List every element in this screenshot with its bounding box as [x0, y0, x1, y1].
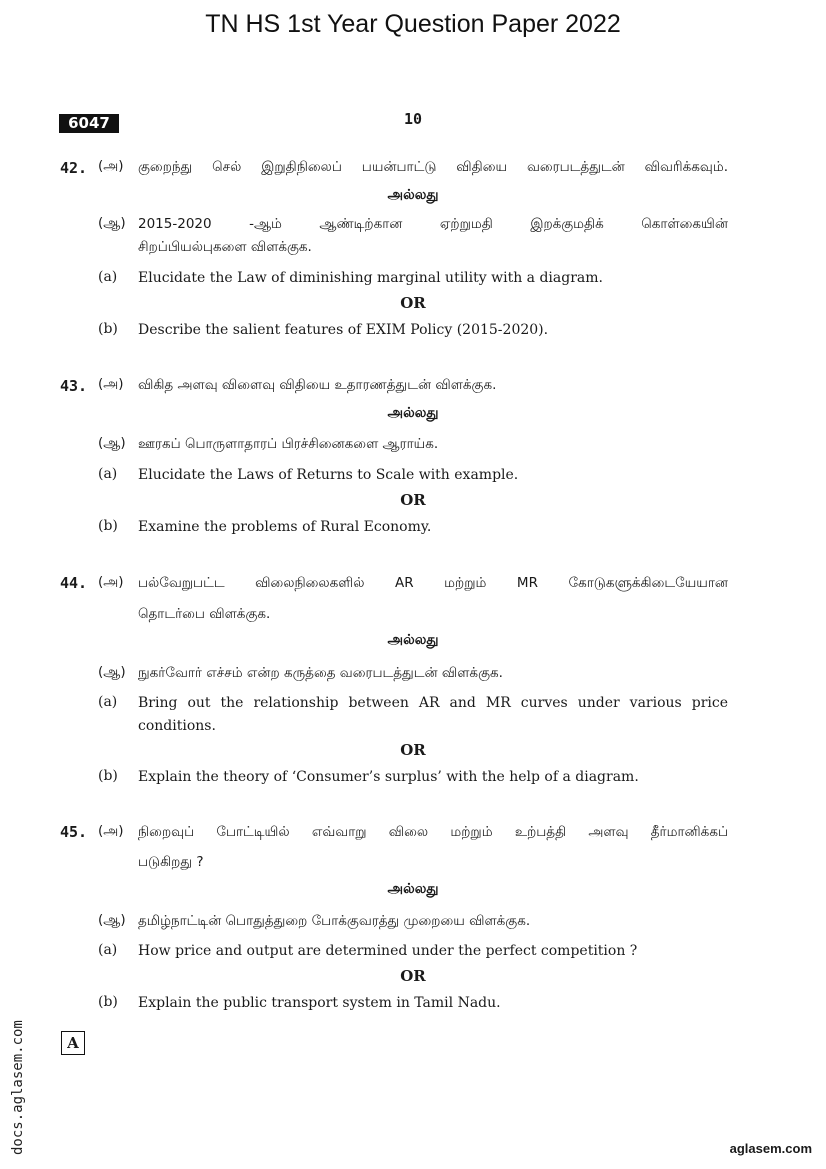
english-option-b: Explain the public transport system in Tamil Nadu.: [138, 995, 501, 1011]
paper-code-badge: 6047: [59, 114, 119, 133]
option-label: (அ): [98, 823, 124, 839]
site-link[interactable]: aglasem.com: [729, 1141, 812, 1156]
option-label: (அ): [98, 574, 124, 590]
tamil-or-separator: அல்லது: [387, 881, 439, 897]
english-or-separator: OR: [400, 741, 426, 759]
tamil-or-separator: அல்லது: [387, 187, 439, 203]
option-label: (b): [98, 518, 118, 534]
tamil-option-b: நுகர்வோர் எச்சம் என்ற கருத்தை வரைபடத்துடன் விளக்குக.: [138, 665, 503, 681]
option-label: (அ): [98, 376, 124, 392]
option-label: (a): [98, 694, 118, 710]
question-number: 44.: [60, 574, 88, 592]
tamil-option-a-line1: நிறைவுப் போட்டியில் எவ்வாறு விலை மற்றும் உற்பத்தி அளவு தீர்மானிக்கப்: [138, 824, 728, 840]
question-number: 42.: [60, 159, 88, 177]
tamil-option-a: விகித அளவு விளைவு விதியை உதாரணத்துடன் விளக்குக.: [138, 377, 497, 393]
option-label: (a): [98, 942, 118, 958]
tamil-or-separator: அல்லது: [387, 405, 439, 421]
english-or-separator: OR: [400, 491, 426, 509]
tamil-option-a: குறைந்து செல் இறுதிநிலைப் பயன்பாட்டு விதியை வரைபடத்துடன் விவரிக்கவும்.: [138, 159, 728, 175]
english-option-b: Describe the salient features of EXIM Policy (2015-2020).: [138, 322, 549, 338]
tamil-option-a-line1: பல்வேறுபட்ட விலைநிலைகளில் AR மற்றும் MR கோடுகளுக்கிடையேயான: [138, 575, 728, 591]
option-label: (ஆ): [98, 215, 126, 231]
question-number: 45.: [60, 823, 88, 841]
page-title: TN HS 1st Year Question Paper 2022: [205, 10, 621, 38]
tamil-option-b: தமிழ்நாட்டின் பொதுத்துறை போக்குவரத்து முறையை விளக்குக.: [138, 913, 531, 929]
english-option-a-line1: Bring out the relationship between AR and MR curves under various price: [138, 695, 728, 711]
option-label: (அ): [98, 158, 124, 174]
tamil-option-b: ஊரகப் பொருளாதாரப் பிரச்சினைகளை ஆராய்க.: [138, 436, 439, 452]
option-label: (b): [98, 768, 118, 784]
page-number: 10: [403, 110, 423, 128]
english-option-b: Examine the problems of Rural Economy.: [138, 519, 432, 535]
english-option-a: Elucidate the Law of diminishing marginal utility with a diagram.: [138, 270, 603, 286]
english-or-separator: OR: [400, 967, 426, 985]
option-label: (a): [98, 269, 118, 285]
english-or-separator: OR: [400, 294, 426, 312]
series-box-label: A: [61, 1031, 85, 1055]
english-option-a: Elucidate the Laws of Returns to Scale with example.: [138, 467, 519, 483]
option-label: (b): [98, 994, 118, 1010]
option-label: (a): [98, 466, 118, 482]
option-label: (ஆ): [98, 912, 126, 928]
option-label: (ஆ): [98, 435, 126, 451]
question-number: 43.: [60, 377, 88, 395]
tamil-option-a-line2: படுகிறது ?: [138, 854, 204, 870]
option-label: (ஆ): [98, 664, 126, 680]
option-label: (b): [98, 321, 118, 337]
english-option-a-line2: conditions.: [138, 718, 216, 734]
side-watermark: docs.aglasem.com: [10, 1020, 26, 1155]
tamil-option-a-line2: தொடர்பை விளக்குக.: [138, 606, 271, 622]
tamil-or-separator: அல்லது: [387, 632, 439, 648]
english-option-a: How price and output are determined under the perfect competition ?: [138, 943, 638, 959]
tamil-option-b-line1: 2015-2020 -ஆம் ஆண்டிற்கான ஏற்றுமதி இறக்குமதிக் கொள்கையின்: [138, 216, 728, 232]
english-option-b: Explain the theory of ‘Consumer’s surplus’ with the help of a diagram.: [138, 769, 639, 785]
tamil-option-b-line2: சிறப்பியல்புகளை விளக்குக.: [138, 239, 312, 255]
